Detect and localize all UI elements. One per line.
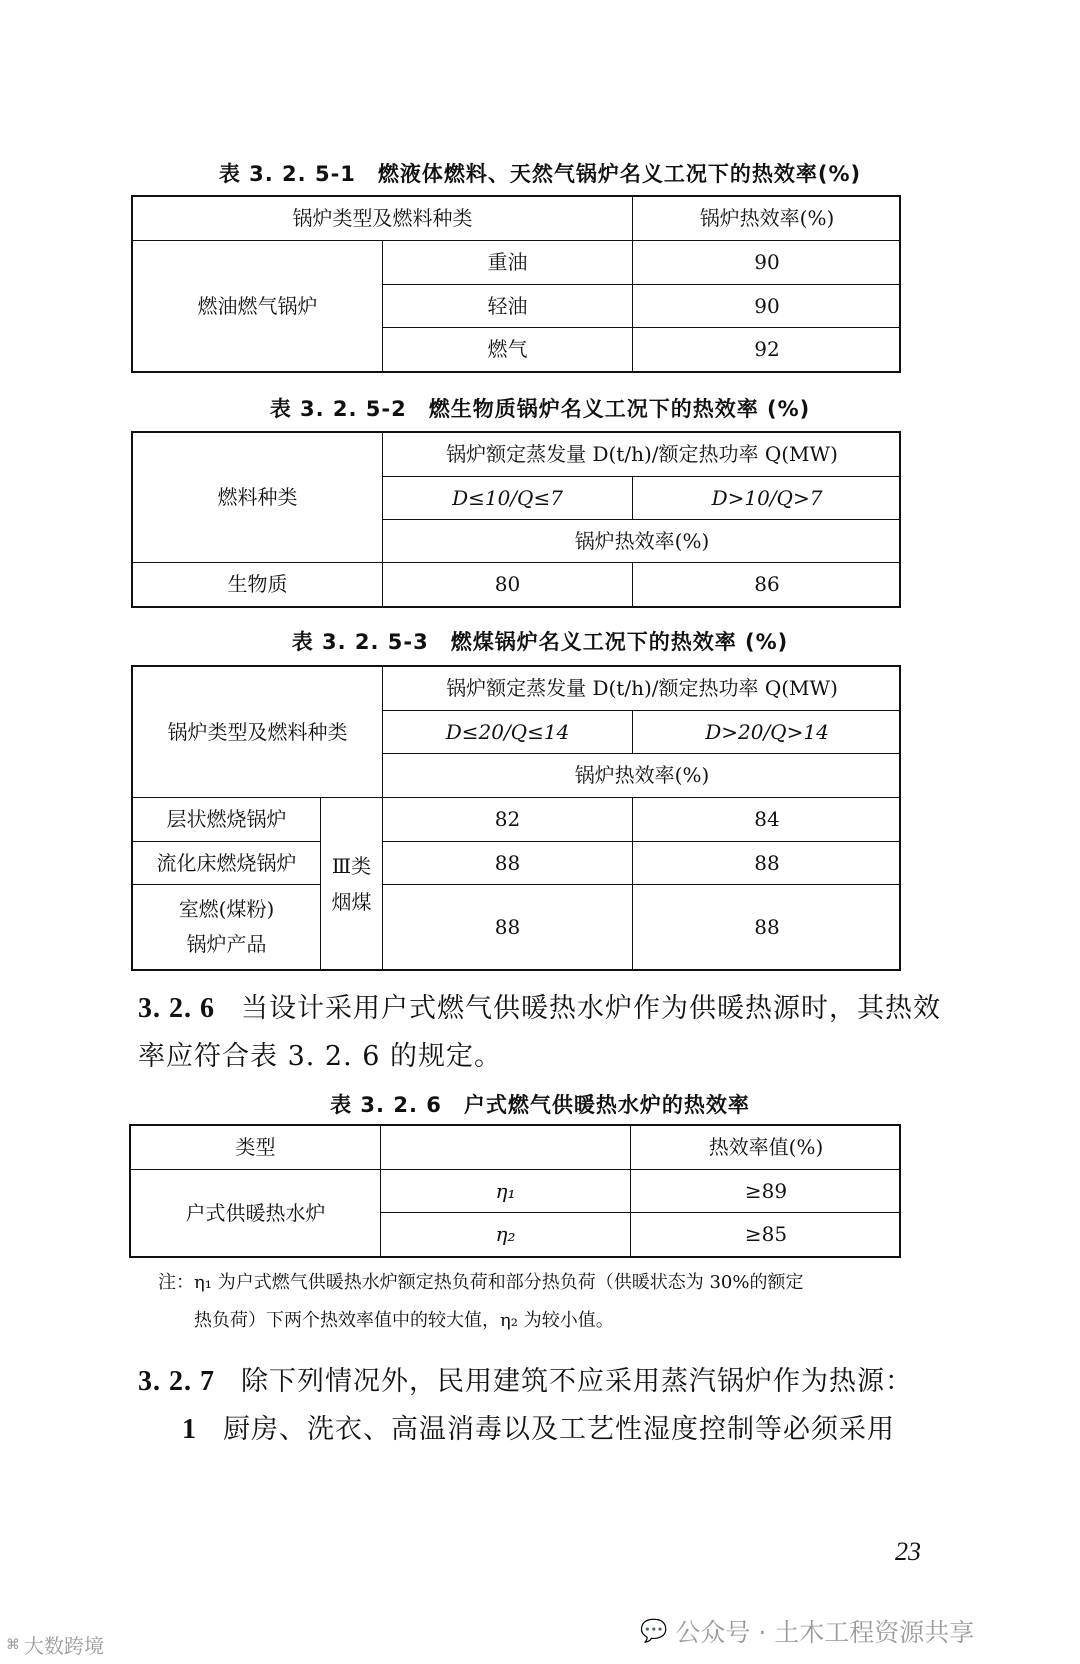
col2-header: D>10/Q>7	[633, 477, 901, 520]
item-text: 厨房、洗衣、高温消毒以及工艺性湿度控制等必须采用	[223, 1414, 895, 1445]
header-type: 锅炉类型及燃料种类	[133, 197, 633, 241]
item-number: 1	[182, 1414, 197, 1445]
table-note	[158, 1264, 958, 1340]
value-cell: 88	[383, 885, 633, 969]
value-cell: 84	[633, 798, 901, 842]
value-cell: 88	[633, 842, 901, 885]
boiler-label: 燃油燃气锅炉	[133, 241, 383, 371]
value-cell: ≥85	[744, 1222, 788, 1246]
value-cell: 82	[383, 798, 633, 842]
eff-header: 锅炉热效率(%)	[383, 754, 901, 798]
row-label: 室燃(煤粉) 锅炉产品	[133, 885, 321, 969]
watermark-right-text: 公众号 · 土木工程资源共享	[675, 1618, 975, 1647]
table-3-2-6	[129, 1124, 901, 1258]
type-header: 锅炉类型及燃料种类	[133, 667, 383, 798]
table-3-2-5-3	[131, 665, 901, 971]
table4-caption: 表 3. 2. 6 户式燃气供暖热水炉的热效率	[330, 1093, 750, 1117]
fuel-cell: 燃气	[383, 328, 633, 371]
type-header: 类型	[131, 1126, 381, 1170]
clause-3-2-7	[138, 1358, 958, 1454]
note-line: 注：η₁ 为户式燃气供暖热水炉额定热负荷和部分热负荷（供暖状态为 30%的额定	[158, 1272, 804, 1293]
fuel-cell: 轻油	[383, 285, 633, 328]
header-spacer	[381, 1126, 631, 1170]
clause-number: 3. 2. 6	[138, 993, 215, 1024]
row-label: 生物质	[133, 563, 383, 606]
col1-header: D≤10/Q≤7	[383, 477, 633, 520]
watermark-logo-icon: ⌘	[6, 1636, 20, 1653]
capacity-header: 锅炉额定蒸发量 D(t/h)/额定热功率 Q(MW)	[383, 433, 901, 477]
header-eff: 锅炉热效率(%)	[633, 197, 901, 241]
symbol-cell: η₂	[381, 1213, 631, 1256]
eff-header: 热效率值(%)	[631, 1126, 901, 1170]
table3-caption: 表 3. 2. 5-3 燃煤锅炉名义工况下的热效率 (%)	[291, 630, 789, 654]
row-label: 户式供暖热水炉	[131, 1170, 381, 1256]
col1-header: D≤20/Q≤14	[383, 711, 633, 754]
value-cell: 92	[754, 337, 780, 361]
row-label: 层状燃烧锅炉	[133, 798, 321, 842]
note-line: 热负荷）下两个热效率值中的较大值，η₂ 为较小值。	[194, 1310, 614, 1331]
watermark-right	[640, 1613, 974, 1649]
clause-text: 当设计采用户式燃气供暖热水炉作为供暖热源时，其热效率应符合表 3. 2. 6 的规定。	[138, 993, 941, 1072]
value-cell: 88	[754, 914, 780, 939]
capacity-header: 锅炉额定蒸发量 D(t/h)/额定热功率 Q(MW)	[383, 667, 901, 711]
value-cell: 90	[633, 241, 901, 285]
symbol-cell: η₁	[381, 1170, 631, 1213]
coal-type: Ⅲ类 烟煤	[321, 798, 383, 969]
eff-header: 锅炉热效率(%)	[383, 520, 901, 563]
table1-caption: 表 3. 2. 5-1 燃液体燃料、天然气锅炉名义工况下的热效率(%)	[218, 162, 862, 186]
table2-caption: 表 3. 2. 5-2 燃生物质锅炉名义工况下的热效率 (%)	[269, 397, 811, 421]
table-3-2-5-1	[131, 195, 901, 373]
page-number: 23	[895, 1537, 921, 1566]
value-cell: 90	[633, 285, 901, 328]
watermark-left	[6, 1630, 104, 1659]
value-cell: 88	[383, 842, 633, 885]
clause-number: 3. 2. 7	[138, 1366, 215, 1397]
table-3-2-5-2	[131, 431, 901, 608]
value-cell: 86	[754, 572, 780, 596]
col2-header: D>20/Q>14	[633, 711, 901, 754]
value-cell: ≥89	[631, 1170, 901, 1213]
fuel-type-header: 燃料种类	[133, 433, 383, 563]
row-label: 流化床燃烧锅炉	[133, 842, 321, 885]
value-cell: 80	[383, 563, 633, 606]
wechat-icon: 💬	[640, 1618, 668, 1644]
watermark-left-text: 大数跨境	[24, 1634, 104, 1658]
fuel-cell: 重油	[383, 241, 633, 285]
clause-text: 除下列情况外，民用建筑不应采用蒸汽锅炉作为热源：	[241, 1366, 913, 1397]
clause-3-2-6	[138, 985, 958, 1081]
